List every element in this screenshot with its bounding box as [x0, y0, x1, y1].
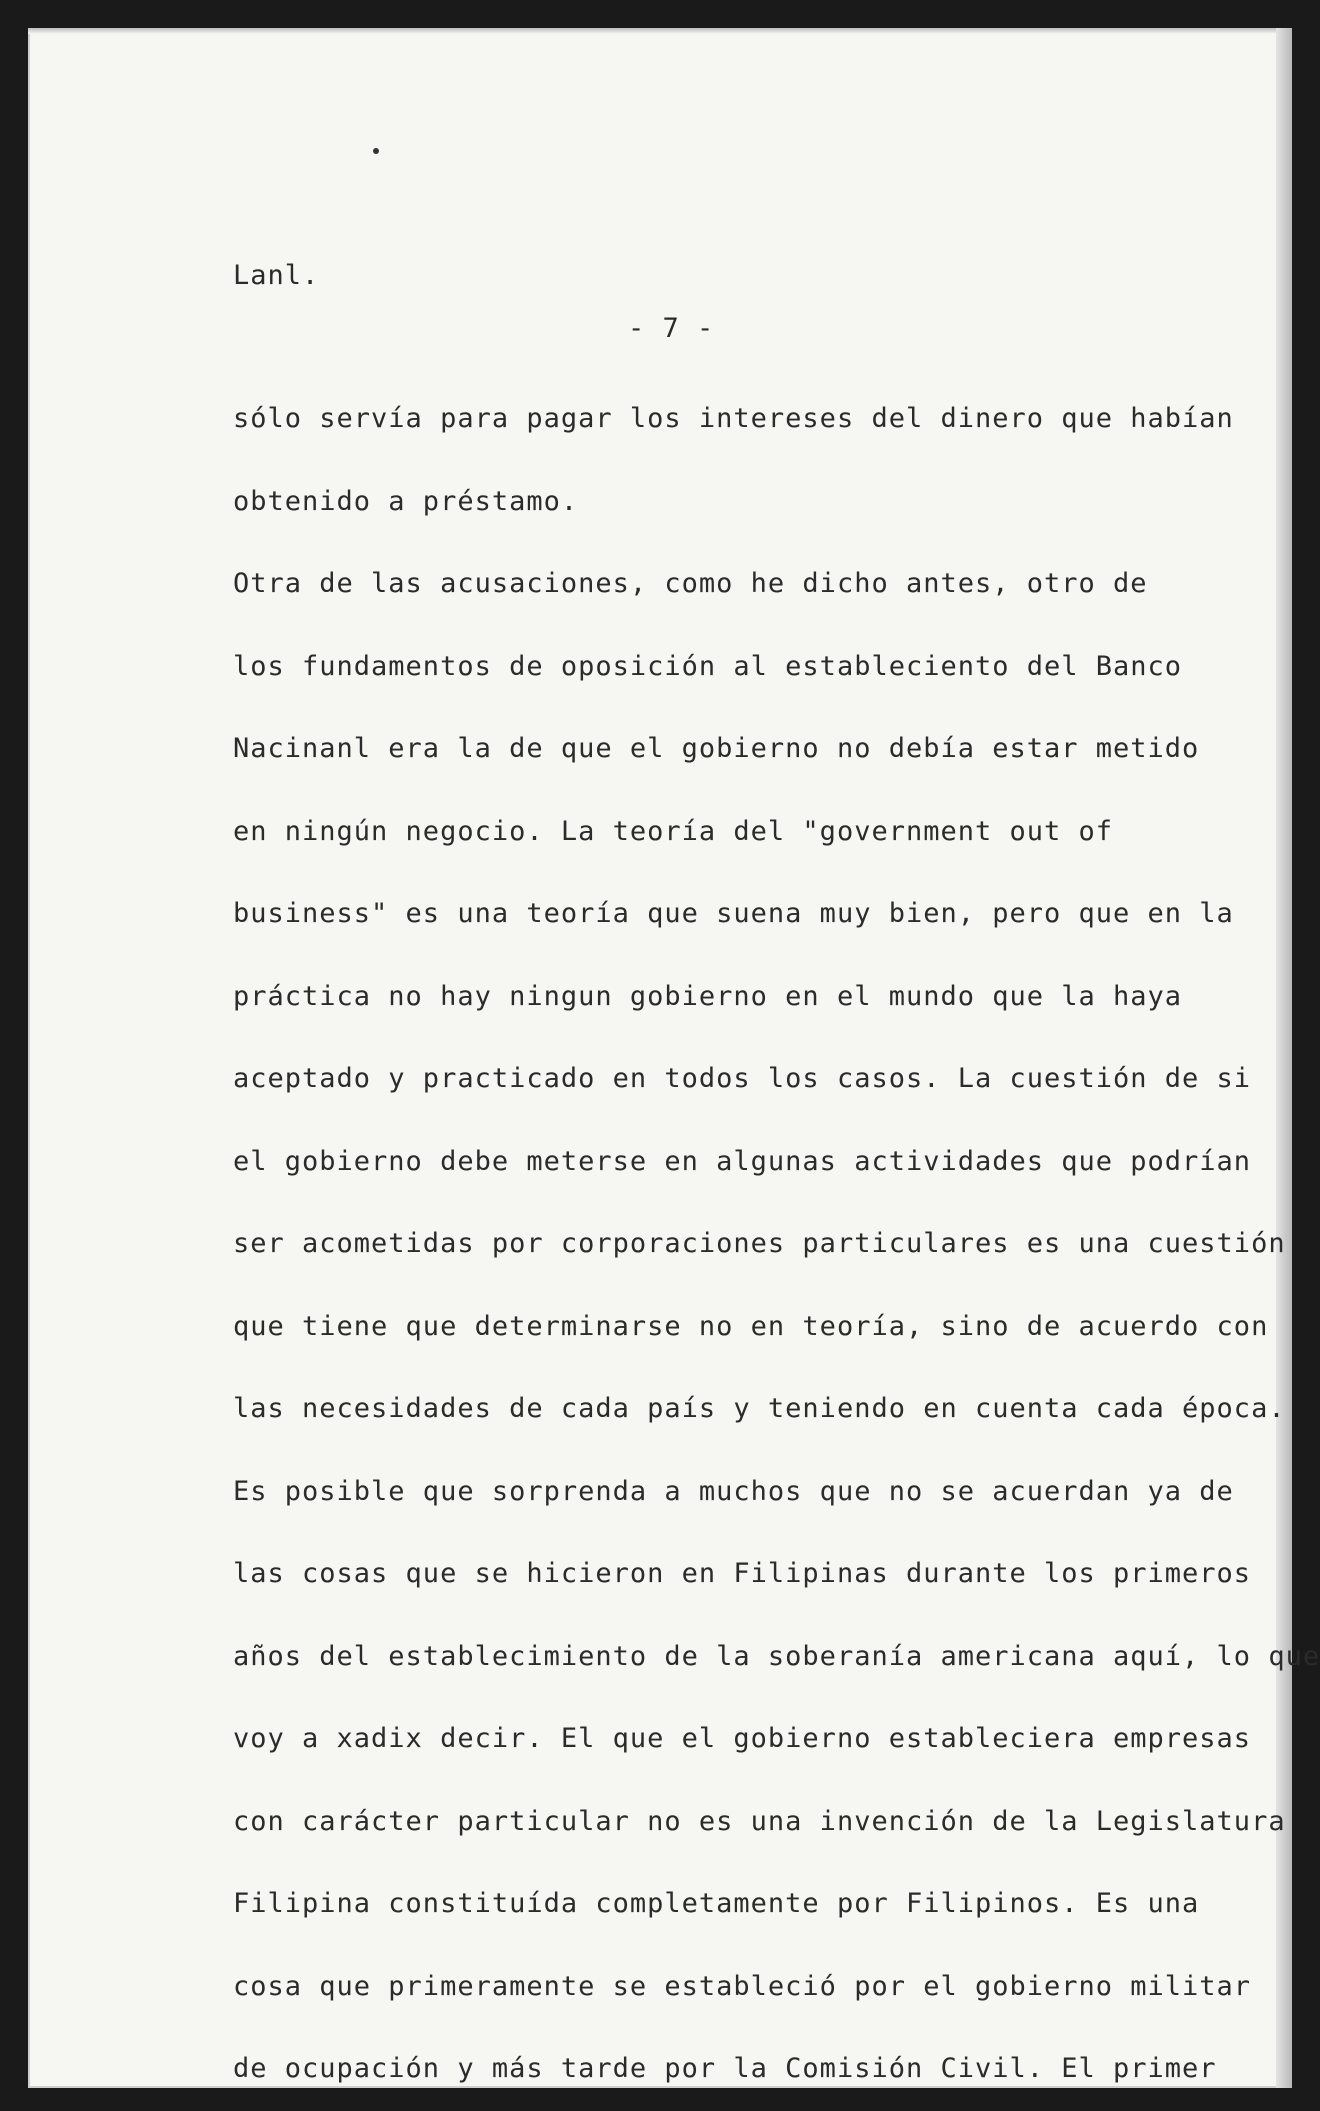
- text-line: Otra de las acusaciones, como he dicho antes, otro de: [233, 568, 1148, 599]
- text-line: de ocupación y más tarde por la Comisión Civil. El primer: [233, 2053, 1217, 2084]
- text-line: los fundamentos de oposición al estableciento del Banco: [233, 650, 1183, 682]
- text-line: aceptado y practicado en todos los casos. La cuestión de si: [233, 1063, 1252, 1094]
- text-line: business" es una teoría que suena muy bien, pero que en la: [233, 898, 1234, 929]
- text-line: en ningún negocio. La teoría del "government out of: [233, 815, 1114, 847]
- text-line: cosa que primeramente se estableció por el gobierno militar: [233, 1970, 1252, 2002]
- text-line: que tiene que determinarse no en teoría, sino de acuerdo con: [233, 1310, 1269, 1342]
- document-page: [28, 28, 1320, 2088]
- body-text: [233, 378, 1320, 2111]
- text-line: sólo servía para pagar los intereses del dinero que habían: [233, 403, 1234, 434]
- text-line: años del establecimiento de la soberanía americana aquí, lo que: [233, 1640, 1320, 1672]
- text-line: las cosas que se hicieron en Filipinas durante los primeros: [233, 1558, 1252, 1589]
- text-line: práctica no hay ningun gobierno en el mundo que la haya: [233, 980, 1183, 1012]
- text-line: el gobierno debe meterse en algunas actividades que podrían: [233, 1145, 1252, 1177]
- text-line: las necesidades de cada país y teniendo en cuenta cada época.: [233, 1393, 1286, 1424]
- typed-text-area: [28, 28, 1320, 2088]
- margin-note: Lanl.: [233, 260, 320, 291]
- page-number: - 7 -: [628, 313, 715, 344]
- text-line: Filipina constituída completamente por Filipinos. Es una: [233, 1888, 1200, 1919]
- text-line: obtenido a préstamo.: [233, 485, 579, 517]
- text-line: voy a xadix decir. El que el gobierno estableciera empresas: [233, 1723, 1252, 1754]
- text-line: ser acometidas por corporaciones particulares es una cuestión: [233, 1228, 1286, 1259]
- text-line: Nacinanl era la de que el gobierno no debía estar metido: [233, 733, 1200, 764]
- text-line: con carácter particular no es una invención de la Legislatura: [233, 1805, 1286, 1837]
- text-line: Es posible que sorprenda a muchos que no se acuerdan ya de: [233, 1475, 1234, 1507]
